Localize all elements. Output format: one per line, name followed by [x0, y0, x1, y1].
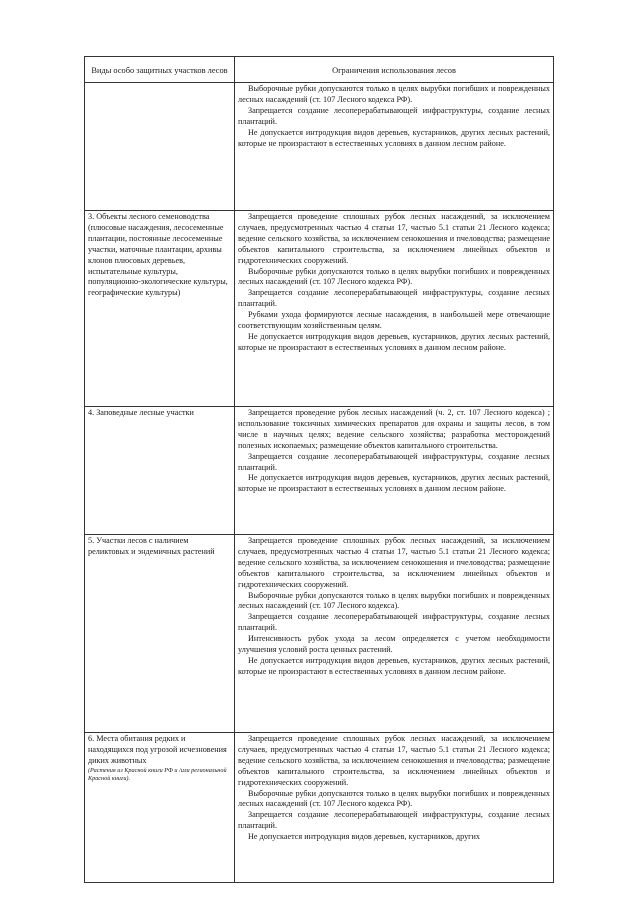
- restriction-paragraph: Рубками ухода формируются лесные насаждения, в наибольшей мере отвечающие соответствующим хозяйственным целям.: [238, 310, 550, 331]
- restriction-paragraph: Запрещается создание лесоперерабатывающей инфраструктуры, создание лесных плантаций.: [238, 612, 550, 633]
- row-restrictions-cell: [235, 535, 554, 733]
- table-row: [85, 535, 554, 733]
- table-header-row: [85, 57, 554, 83]
- restriction-paragraph: Не допускается интродукция видов деревьев, кустарников, других лесных растений, которые не произрастают в естественных условиях в данном лесном районе.: [238, 127, 550, 148]
- restriction-paragraph: Запрещается создание лесоперерабатывающей инфраструктуры, создание лесных плантаций.: [238, 288, 550, 309]
- forest-restrictions-table: [84, 56, 554, 883]
- restriction-paragraph: Не допускается интродукция видов деревьев, кустарников, других: [248, 832, 481, 842]
- restriction-paragraph: Запрещается проведение сплошных рубок лесных насаждений, за исключением случаев, предусмотренных частью 4 статьи 17, частью 5.1 статьи 21 Лесного кодекса; ведение сельского хозяйства, за исключением сенокошения и пчеловодства; размещение объектов капитального строительства, за исключением линейных объектов и гидротехнических сооружений.: [238, 734, 550, 787]
- table-row: [85, 83, 554, 211]
- restriction-paragraph: Запрещается создание лесоперерабатывающей инфраструктуры, создание лесных плантаций.: [238, 451, 550, 472]
- category-label: 3. Объекты лесного семеноводства (плюсовые насаждения, лесосеменные плантации, постоянные лесосеменные участки, маточные плантации, архивы клонов плюсовых деревьев, испытательные культуры, популяционно-экологические культуры, географические культуры): [88, 212, 228, 298]
- restriction-paragraph: Запрещается проведение сплошных рубок лесных насаждений, за исключением случаев, предусмотренных частью 4 статьи 17, частью 5.1 статьи 21 Лесного кодекса; ведение сельского хозяйства, за исключением сенокошения и пчеловодства; размещение объектов капитального строительства, за исключением линейных объектов и гидротехнических сооружений.: [238, 536, 550, 589]
- restriction-paragraph: Не допускается интродукция видов деревьев, кустарников, других лесных растений, которые не произрастают в естественных условиях в данном лесном районе.: [238, 473, 550, 494]
- header-use-restrictions: Ограничения использования лесов: [235, 57, 554, 83]
- row-category-cell: [85, 83, 235, 211]
- table-row: [85, 733, 554, 883]
- row-category-cell: [85, 733, 235, 883]
- row-restrictions-cell: [235, 407, 554, 535]
- row-restrictions-cell: [235, 733, 554, 883]
- restriction-paragraph: Интенсивность рубок ухода за лесом определяется с учетом необходимости улучшения условий роста ценных растений.: [238, 634, 550, 655]
- category-label: 5. Участки лесов с наличием реликтовых и эндемичных растений: [88, 536, 215, 556]
- restriction-paragraph: Запрещается проведение рубок лесных насаждений (ч. 2, ст. 107 Лесного кодекса) ; использование токсичных химических препаратов для охраны и защиты лесов, в том числе в научных целях; ведение сельского хозяйства; разработка месторождений полезных ископаемых; размещение объектов капитального строительства.: [238, 408, 550, 450]
- category-label: 6. Места обитания редких и находящихся под угрозой исчезновения диких животных: [88, 734, 227, 765]
- restriction-paragraph: Запрещается создание лесоперерабатывающей инфраструктуры, создание лесных плантаций.: [238, 810, 550, 831]
- table-row: [85, 211, 554, 407]
- category-label: 4. Заповедные лесные участки: [88, 408, 194, 417]
- restriction-paragraph: Не допускается интродукция видов деревьев, кустарников, других лесных растений, которые не произрастают в естественных условиях в данном лесном районе.: [238, 655, 550, 676]
- header-forest-area-types: Виды особо защитных участков лесов: [85, 57, 235, 83]
- table-row: [85, 407, 554, 535]
- restriction-paragraph: Выборочные рубки допускаются только в целях вырубки погибших и поврежденных лесных насаждений (ст. 107 Лесного кодекса).: [238, 590, 550, 611]
- restriction-paragraph: Запрещается создание лесоперерабатывающей инфраструктуры, создание лесных плантаций.: [238, 105, 550, 126]
- restriction-paragraph: Выборочные рубки допускаются только в целях вырубки погибших и поврежденных лесных насаждений (ст. 107 Лесного кодекса РФ).: [238, 84, 550, 104]
- row-category-cell: [85, 407, 235, 535]
- restriction-paragraph: Выборочные рубки допускаются только в целях вырубки погибших и поврежденных лесных насаждений (ст. 107 Лесного кодекса РФ).: [238, 266, 550, 287]
- category-note: (Растения из Красной книги РФ и /или региональной Красной книги).: [88, 766, 227, 782]
- row-restrictions-cell: [235, 83, 554, 211]
- row-category-cell: [85, 211, 235, 407]
- row-restrictions-cell: [235, 211, 554, 407]
- restriction-paragraph: Не допускается интродукция видов деревьев, кустарников, других лесных растений, которые не произрастают в естественных условиях в данном лесном районе.: [238, 331, 550, 352]
- restriction-paragraph: Запрещается проведение сплошных рубок лесных насаждений, за исключением случаев, предусмотренных частью 4 статьи 17, частью 5.1 статьи 21 Лесного кодекса; ведение сельского хозяйства, за исключением сенокошения и пчеловодства; размещение объектов капитального строительства, за исключением линейных объектов и гидротехнических сооружений.: [238, 212, 550, 265]
- row-category-cell: [85, 535, 235, 733]
- restriction-paragraph: Выборочные рубки допускаются только в целях вырубки погибших и поврежденных лесных насаждений (ст. 107 Лесного кодекса РФ).: [238, 788, 550, 809]
